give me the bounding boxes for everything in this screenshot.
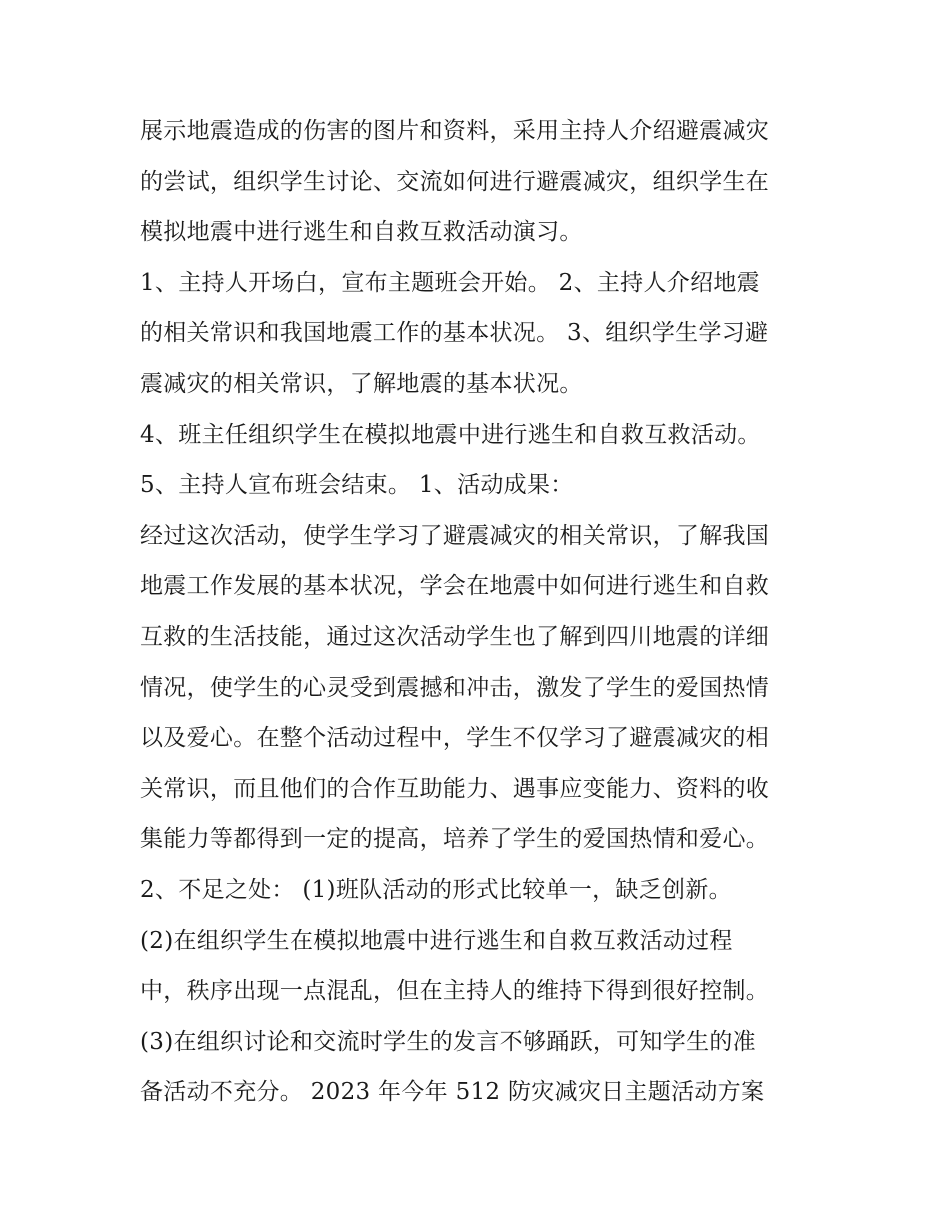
document-body <box>140 106 830 1118</box>
text-line: 4、班主任组织学生在模拟地震中进行逃生和自救互救活动。 <box>140 421 761 448</box>
text-line: 震减灾的相关常识，了解地震的基本状况。 <box>140 370 583 397</box>
text-line: 模拟地震中进行逃生和自救互救活动演习。 <box>140 219 583 246</box>
text-line: 1、主持人开场白，宣布主题班会开始。 2、主持人介绍地震 <box>140 269 760 296</box>
text-line: 的相关常识和我国地震工作的基本状况。 3、组织学生学习避 <box>140 320 769 347</box>
text-line: 地震工作发展的基本状况，学会在地震中如何进行逃生和自救 <box>140 573 770 600</box>
text-line: 2、不足之处： (1)班队活动的形式比较单一，缺乏创新。 <box>140 876 732 903</box>
text-line: (3)在组织讨论和交流时学生的发言不够踊跃，可知学生的准 <box>140 1028 756 1055</box>
text-line: 互救的生活技能，通过这次活动学生也了解到四川地震的详细 <box>140 623 770 650</box>
text-line: 关常识，而且他们的合作互助能力、遇事应变能力、资料的收 <box>140 775 770 802</box>
text-line: 的尝试，组织学生讨论、交流如何进行避震减灾，组织学生在 <box>140 168 770 195</box>
text-line: 5、主持人宣布班会结束。 1、活动成果： <box>140 472 574 499</box>
text-line: 备活动不充分。 2023 年今年 512 防灾减灾日主题活动方案 <box>140 1079 765 1106</box>
text-line: 中，秩序出现一点混乱，但在主持人的维持下得到很好控制。 <box>140 978 770 1005</box>
text-line: 情况，使学生的心灵受到震撼和冲击，激发了学生的爱国热情 <box>140 674 770 701</box>
text-line: 以及爱心。在整个活动过程中，学生不仅学习了避震减灾的相 <box>140 725 770 752</box>
text-line: 经过这次活动，使学生学习了避震减灾的相关常识，了解我国 <box>140 522 770 549</box>
text-line: 展示地震造成的伤害的图片和资料，采用主持人介绍避震减灾 <box>140 118 770 144</box>
text-line: 集能力等都得到一定的提高，培养了学生的爱国热情和爱心。 <box>140 826 770 853</box>
text-line: (2)在组织学生在模拟地震中进行逃生和自救互救活动过程 <box>140 927 733 954</box>
